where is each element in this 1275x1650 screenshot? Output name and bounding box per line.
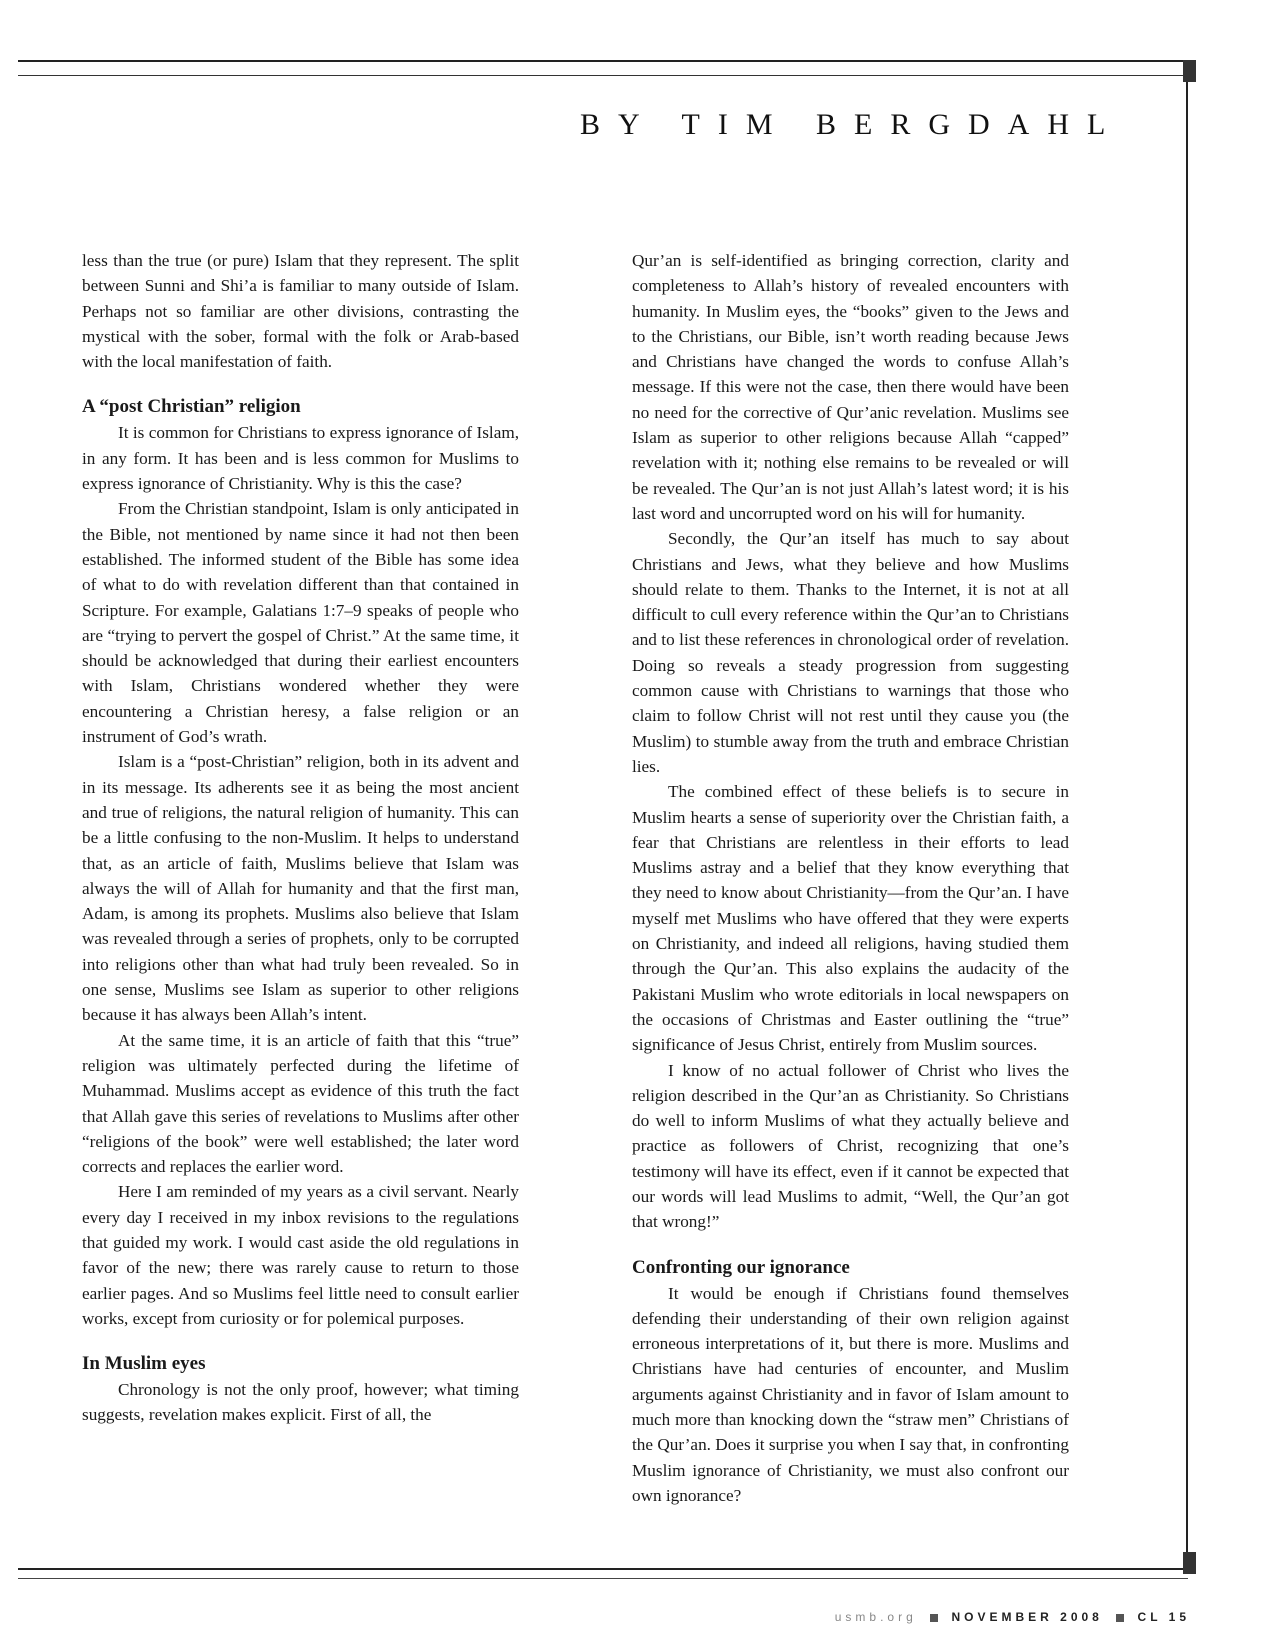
square-bullet-icon [930, 1614, 938, 1622]
footer-issue-date: NOVEMBER 2008 [951, 1610, 1103, 1624]
section-heading: A “post Christian” religion [82, 396, 301, 418]
paragraph: less than the true (or pure) Islam that they represent. The split between Sunni and Shi’a is familiar to many outside of Islam. Perhaps not so familiar are other divisions, contrasting the mystical with the sober, formal with the folk or Arab-based with the local manifestation of faith. [82, 251, 519, 372]
paragraph: I know of no actual follower of Christ who lives the religion described in the Qur’an as Christianity. So Christians do well to inform Muslims of what they actually believe and practice as followers of Christ, recognizing that one’s testimony will have its effect, even if it cannot be expected that our words will lead Muslims to admit, “Well, the Qur’an got that wrong!” [632, 1060, 1069, 1232]
footer-page-number: CL 15 [1137, 1610, 1190, 1624]
paragraph: Secondly, the Qur’an itself has much to say about Christians and Jews, what they believe and how Muslims should relate to them. Thanks to the Internet, it is not at all difficult to cull every reference within the Qur’an to Christians and to list these references in chronological order of revelation. Doing so reveals a steady progression from suggesting common cause with Christians to warnings that those who claim to follow Christ will not rest until they cause you (the Muslim) to stumble away from the truth and embrace Christian lies. [632, 529, 1069, 776]
top-rule-thin [18, 75, 1188, 76]
byline: BY TIM BERGDAHL [580, 108, 1124, 141]
paragraph: From the Christian standpoint, Islam is only anticipated in the Bible, not mentioned by name since it had not then been established. The informed student of the Bible has some idea of what to do with revelation different than that contained in Scripture. For example, Galatians 1:7–9 speaks of people who are “trying to pervert the gospel of Christ.” At the same time, it should be acknowledged that during their earliest encounters with Islam, Christians wondered whether they were encountering a Christian heresy, a false religion or an instrument of God’s wrath. [82, 499, 519, 747]
bottom-rule-thin [18, 1578, 1188, 1579]
right-column [632, 248, 1069, 1508]
paragraph: The combined effect of these beliefs is to secure in Muslim hearts a sense of superiority over the Christian faith, a fear that Christians are relentless in their efforts to lead Muslims astray and a belief that they know everything that they need to know about Christianity—from the Qur’an. I have myself met Muslims who have offered that they were experts on Christianity, and indeed all religions, having studied them through the Qur’an. This also explains the audacity of the Pakistani Muslim who wrote editorials in local newspapers on the occasions of Christmas and Easter outlining the “true” significance of Jesus Christ, entirely from Muslim sources. [632, 782, 1069, 1055]
footer-site-link[interactable]: usmb.org [834, 1610, 917, 1624]
page-footer [700, 1610, 1190, 1632]
paragraph: It would be enough if Christians found themselves defending their understanding of their own religion against erroneous interpretations of it, but there is more. Muslims and Christians have had centuries of encounter, and Muslim arguments against Christianity and in favor of Islam amount to much more than knocking down the “straw men” Christians of the Qur’an. Does it surprise you when I say that, in confronting Muslim ignorance of Christianity, we must also confront our own ignorance? [632, 1283, 1069, 1505]
top-corner-block [1183, 60, 1196, 82]
square-bullet-icon [1116, 1614, 1124, 1622]
paragraph: At the same time, it is an article of faith that this “true” religion was ultimately perfected during the lifetime of Muhammad. Muslims accept as evidence of this truth the fact that Allah gave this series of revelations to Muslims after other “religions of the book” were well established; the later word corrects and replaces the earlier word. [82, 1030, 519, 1177]
paragraph: Islam is a “post-Christian” religion, both in its advent and in its message. Its adherents see it as being the most ancient and true of religions, the natural religion of humanity. This can be a little confusing to the non-Muslim. It helps to understand that, as an article of faith, Muslims believe that Islam was always the will of Allah for humanity and that the first man, Adam, is among its prophets. Muslims also believe that Islam was revealed through a series of prophets, only to be corrupted into religions other than what had truly been revealed. So in one sense, Muslims see Islam as superior to other religions because it has always been Allah’s intent. [82, 752, 519, 1025]
top-rule [18, 60, 1195, 62]
bottom-rule [18, 1568, 1195, 1570]
paragraph: It is common for Christians to express ignorance of Islam, in any form. It has been and is less common for Muslims to express ignorance of Christianity. Why is this the case? [82, 423, 519, 494]
paragraph: Here I am reminded of my years as a civil servant. Nearly every day I received in my inbox revisions to the regulations that guided my work. I would cast aside the old regulations in favor of the new; there was rarely cause to return to those earlier pages. And so Muslims feel little need to consult earlier works, except from curiosity or for polemical purposes. [82, 1182, 519, 1328]
left-column [82, 248, 519, 1428]
section-heading: In Muslim eyes [82, 1353, 206, 1375]
paragraph: Chronology is not the only proof, however; what timing suggests, revelation makes explicit. First of all, the [82, 1380, 519, 1425]
right-rule [1186, 62, 1188, 1571]
paragraph: Qur’an is self-identified as bringing correction, clarity and completeness to Allah’s history of revealed encounters with humanity. In Muslim eyes, the “books” given to the Jews and to the Christians, our Bible, isn’t worth reading because Jews and Christians have changed the words to confuse Allah’s message. If this were not the case, then there would have been no need for the corrective of Qur’anic revelation. Muslims see Islam as superior to other religions because Allah “capped” revelation with it; nothing else remains to be revealed or will be revealed. The Qur’an is not just Allah’s latest word; it is his last word and uncorrupted word on his will for humanity. [632, 251, 1069, 523]
section-heading: Confronting our ignorance [632, 1256, 850, 1278]
bottom-corner-block [1183, 1552, 1196, 1574]
